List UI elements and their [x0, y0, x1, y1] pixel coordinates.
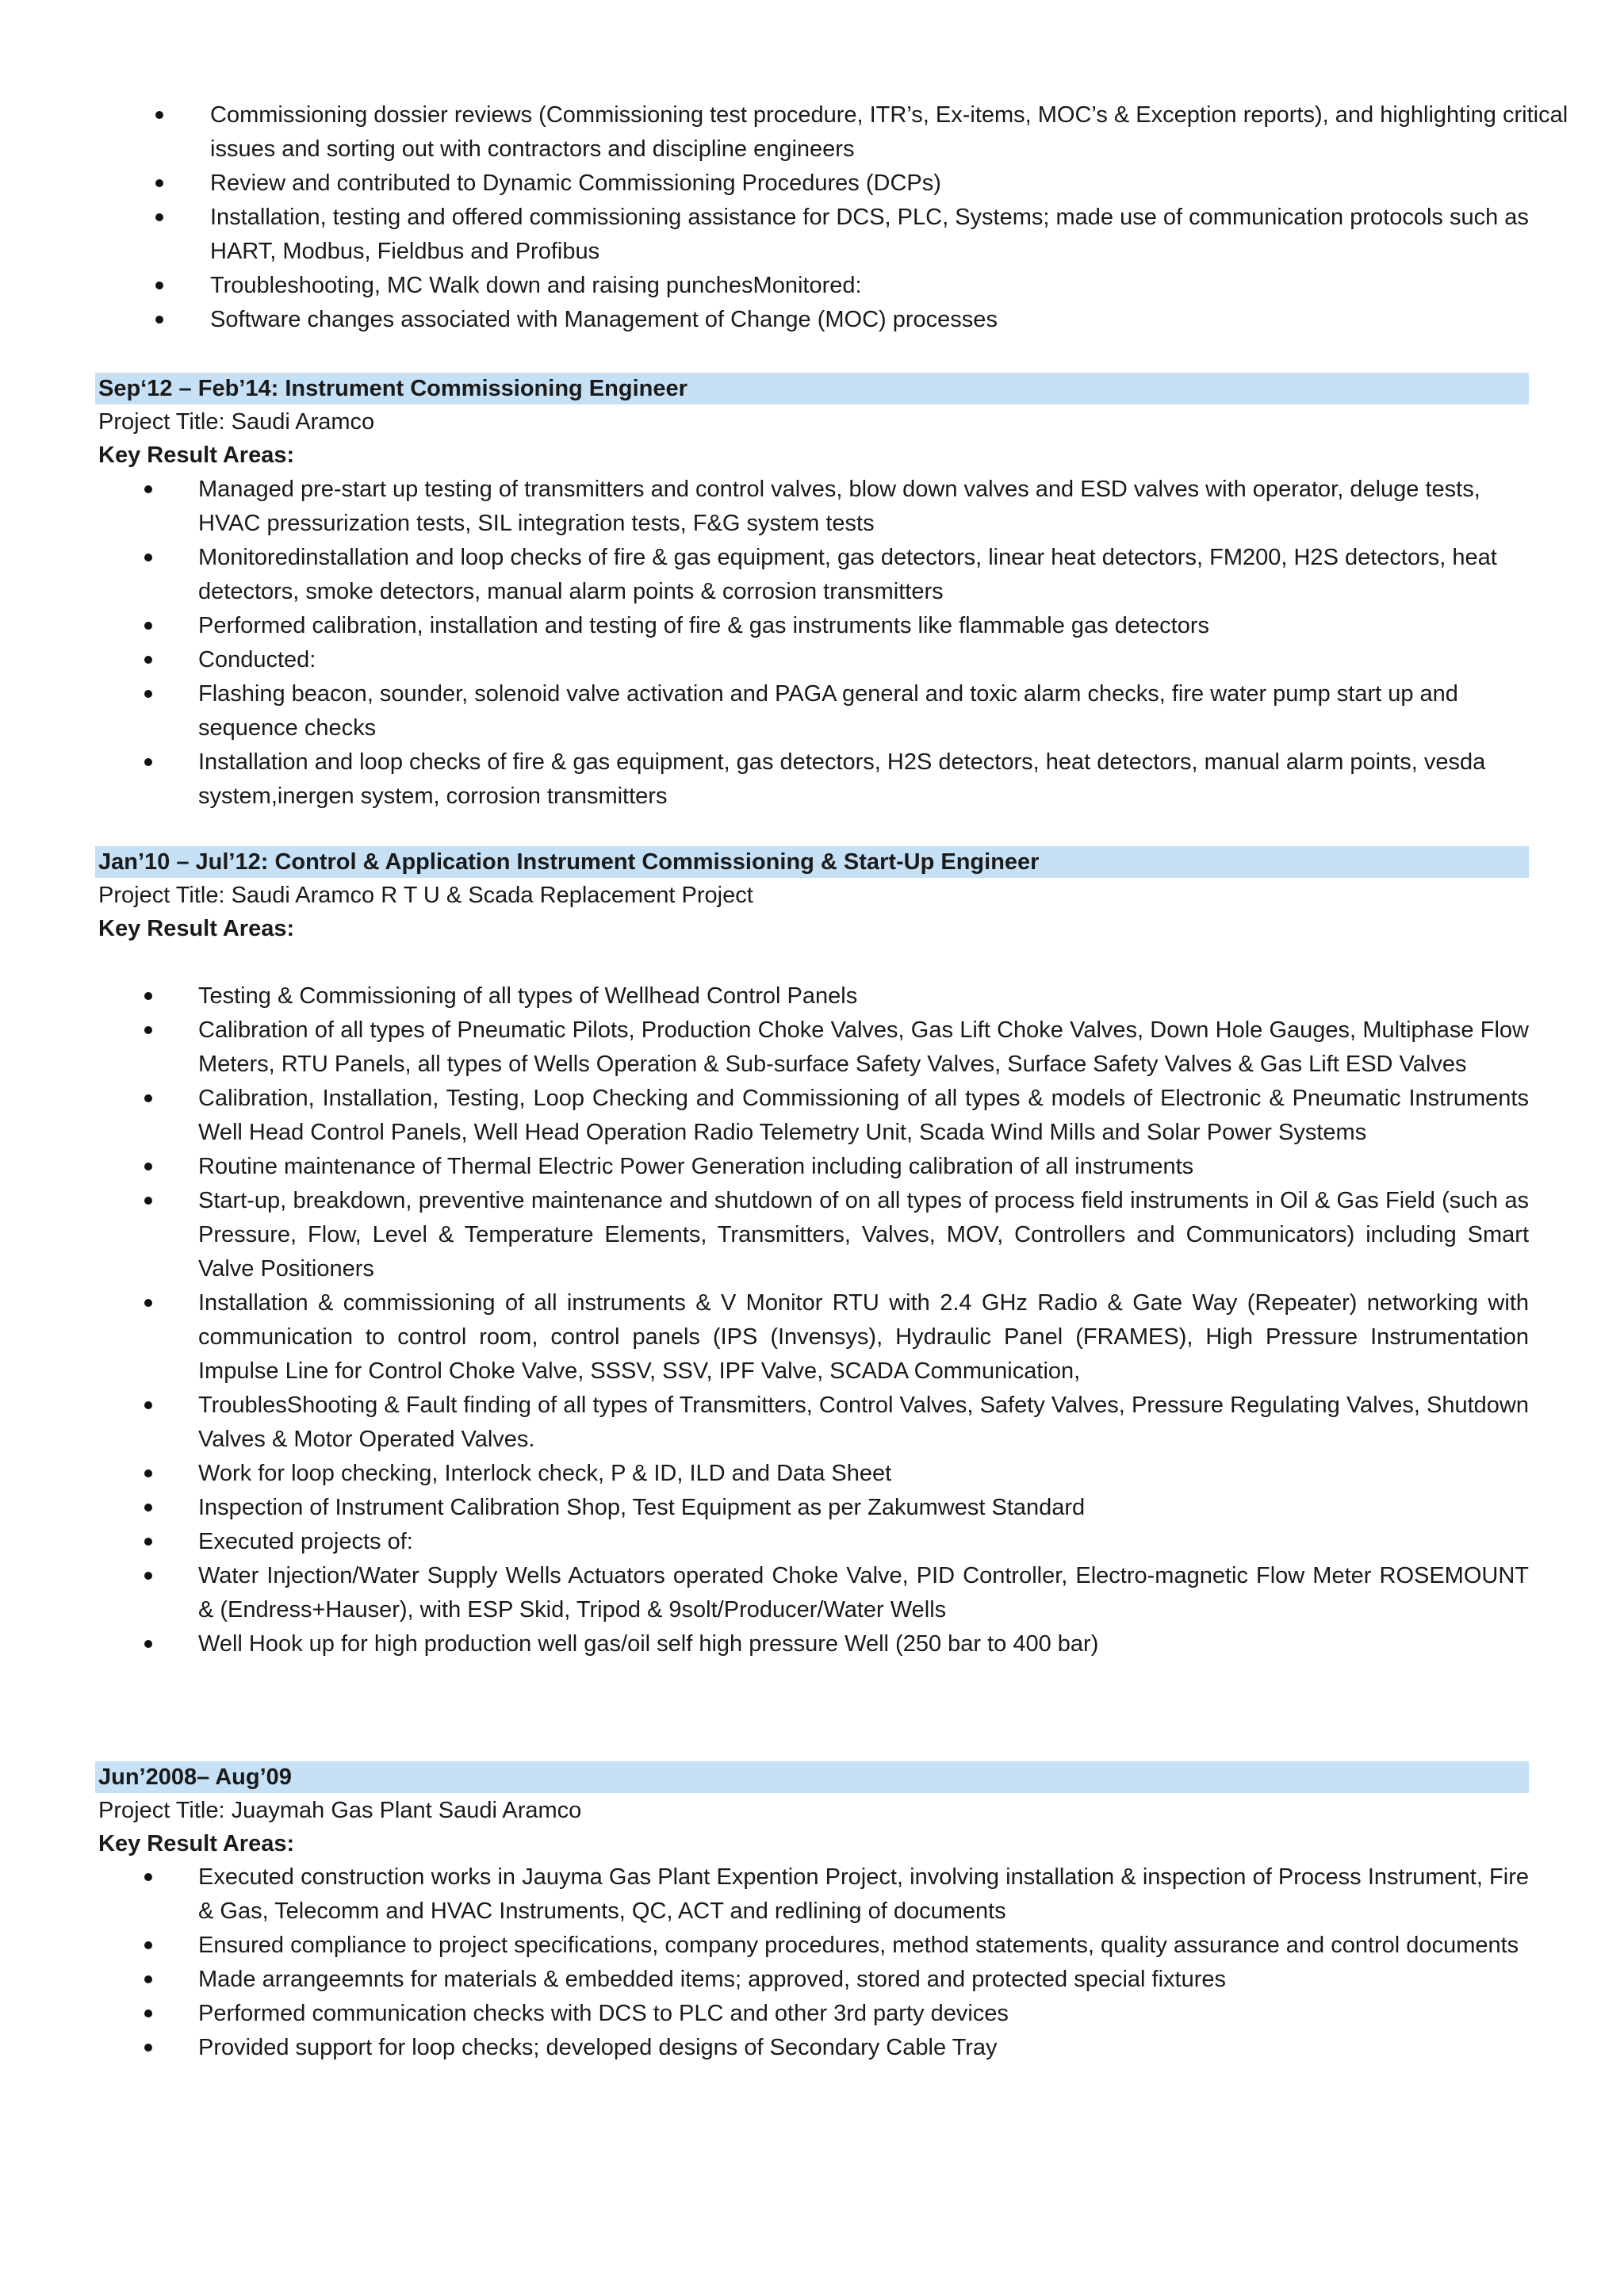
top-bullet-list: [0, 98, 1624, 337]
list-item: Calibration, Installation, Testing, Loop Checking and Commissioning of all types & models of Electronic & Pneumatic Instruments Well Head Control Panels, Well Head Operation Radio Telemetry Unit, Scada Wind Mills and Solar Power Systems: [0, 1082, 1624, 1150]
section-header-3: Jun’2008– Aug’09: [95, 1761, 1529, 1793]
list-item: Monitoredinstallation and loop checks of fire & gas equipment, gas detectors, linear heat detectors, FM200, H2S detectors, heat detectors, smoke detectors, manual alarm points & corrosion transmitters: [0, 541, 1624, 609]
key-result-areas-label-2: Key Result Areas:: [98, 916, 295, 941]
list-item: Provided support for loop checks; developed designs of Secondary Cable Tray: [0, 2031, 1624, 2065]
list-item: Managed pre-start up testing of transmitters and control valves, blow down valves and ESD valves with operator, deluge tests, HVAC pressurization tests, SIL integration tests, F&G system tests: [0, 473, 1624, 541]
list-item: Software changes associated with Management of Change (MOC) processes: [0, 303, 1624, 337]
list-item: Executed projects of:: [0, 1525, 1624, 1559]
list-item: Installation & commissioning of all instruments & V Monitor RTU with 2.4 GHz Radio & Gate Way (Repeater) networking with communication to control room, control panels (IPS (Invensys), Hydraulic Panel (FRAMES), High Pressure Instrumentation Impulse Line for Control Choke Valve, SSSV, SSV, IPF Valve, SCADA Communication,: [0, 1286, 1624, 1389]
section-2-bullet-list: [0, 979, 1624, 1661]
list-item: Conducted:: [0, 643, 1624, 677]
list-item: Routine maintenance of Thermal Electric Power Generation including calibration of all instruments: [0, 1150, 1624, 1184]
section-1-bullet-list: [0, 473, 1624, 814]
list-item: Work for loop checking, Interlock check, P & ID, ILD and Data Sheet: [0, 1457, 1624, 1491]
project-title-2: Project Title: Saudi Aramco R T U & Scada Replacement Project: [98, 883, 753, 908]
list-item: Well Hook up for high production well gas/oil self high pressure Well (250 bar to 400 bar): [0, 1627, 1624, 1661]
section-header-1: Sep‘12 – Feb’14: Instrument Commissioning Engineer: [95, 373, 1529, 404]
list-item: TroublesShooting & Fault finding of all types of Transmitters, Control Valves, Safety Valves, Pressure Regulating Valves, Shutdown Valves & Motor Operated Valves.: [0, 1389, 1624, 1457]
list-item: Ensured compliance to project specifications, company procedures, method statements, quality assurance and control documents: [0, 1929, 1624, 1963]
list-item: Inspection of Instrument Calibration Shop, Test Equipment as per Zakumwest Standard: [0, 1491, 1624, 1525]
list-item: Installation and loop checks of fire & gas equipment, gas detectors, H2S detectors, heat detectors, manual alarm points, vesda system,inergen system, corrosion transmitters: [0, 745, 1624, 814]
list-item: Start-up, breakdown, preventive maintenance and shutdown of on all types of process field instruments in Oil & Gas Field (such as Pressure, Flow, Level & Temperature Elements, Transmitters, Valves, MOV, Controllers and Communicators) including Smart Valve Positioners: [0, 1184, 1624, 1286]
list-item: Executed construction works in Jauyma Gas Plant Expention Project, involving installation & inspection of Process Instrument, Fire & Gas, Telecomm and HVAC Instruments, QC, ACT and redlining of documents: [0, 1860, 1624, 1929]
section-3-bullet-list: [0, 1860, 1624, 2065]
list-item: Made arrangeemnts for materials & embedded items; approved, stored and protected special fixtures: [0, 1963, 1624, 1997]
key-result-areas-label-1: Key Result Areas:: [98, 443, 295, 468]
list-item: Testing & Commissioning of all types of Wellhead Control Panels: [0, 979, 1624, 1013]
list-item: Review and contributed to Dynamic Commissioning Procedures (DCPs): [0, 167, 1624, 201]
list-item: Troubleshooting, MC Walk down and raising punchesMonitored:: [0, 269, 1624, 303]
project-title-1: Project Title: Saudi Aramco: [98, 409, 375, 435]
list-item: Commissioning dossier reviews (Commissioning test procedure, ITR’s, Ex-items, MOC’s & Exception reports), and highlighting critical issues and sorting out with contractors and discipline engineers: [0, 98, 1624, 167]
list-item: Performed communication checks with DCS to PLC and other 3rd party devices: [0, 1997, 1624, 2031]
project-title-3: Project Title: Juaymah Gas Plant Saudi Aramco: [98, 1798, 582, 1823]
list-item: Performed calibration, installation and testing of fire & gas instruments like flammable gas detectors: [0, 609, 1624, 643]
key-result-areas-label-3: Key Result Areas:: [98, 1831, 295, 1856]
list-item: Flashing beacon, sounder, solenoid valve activation and PAGA general and toxic alarm checks, fire water pump start up and sequence checks: [0, 677, 1624, 745]
list-item: Installation, testing and offered commissioning assistance for DCS, PLC, Systems; made use of communication protocols such as HART, Modbus, Fieldbus and Profibus: [0, 201, 1624, 269]
section-header-2: Jan’10 – Jul’12: Control & Application Instrument Commissioning & Start-Up Engineer: [95, 846, 1529, 878]
list-item: Calibration of all types of Pneumatic Pilots, Production Choke Valves, Gas Lift Choke Valves, Down Hole Gauges, Multiphase Flow Meters, RTU Panels, all types of Wells Operation & Sub-surface Safety Valves, Surface Safety Valves & Gas Lift ESD Valves: [0, 1013, 1624, 1082]
list-item: Water Injection/Water Supply Wells Actuators operated Choke Valve, PID Controller, Electro-magnetic Flow Meter ROSEMOUNT & (Endress+Hauser), with ESP Skid, Tripod & 9solt/Producer/Water Wells: [0, 1559, 1624, 1627]
